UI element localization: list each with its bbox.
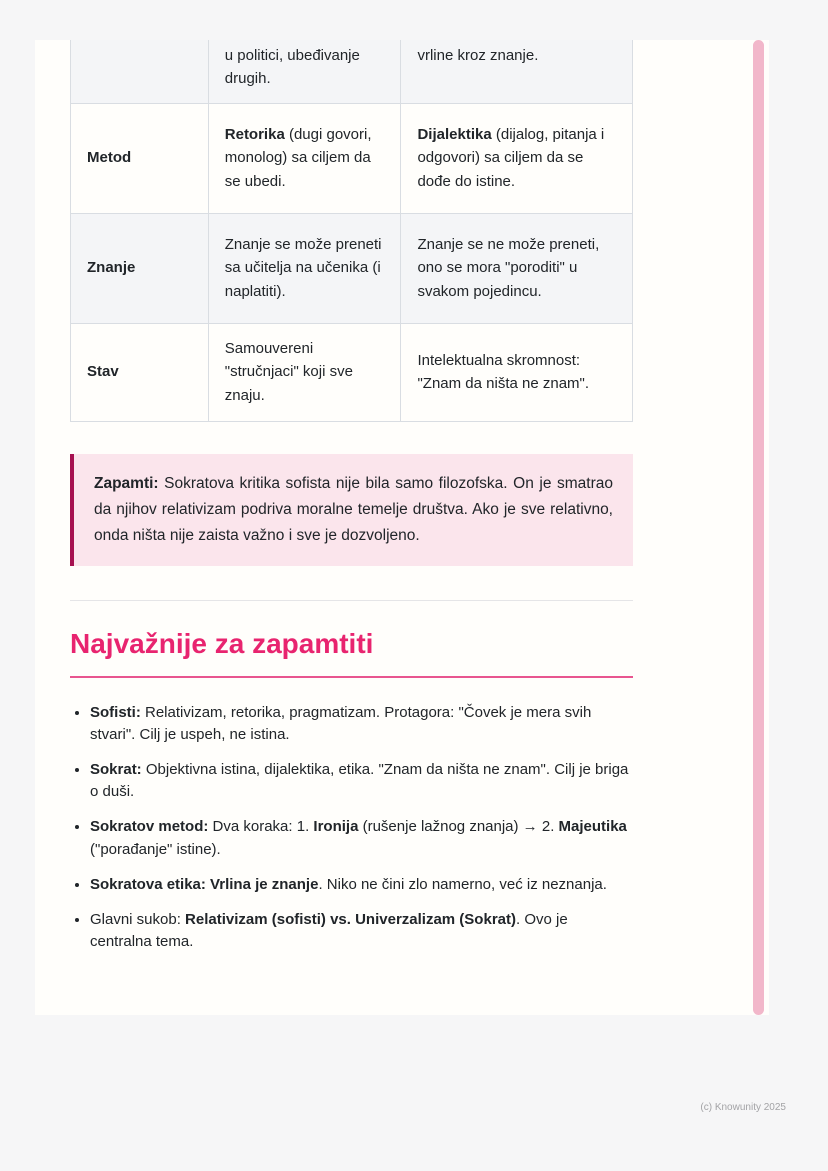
table-cell: Retorika (dugi govori, monolog) sa ciljem da se ubedi.: [208, 103, 401, 213]
content-divider: [70, 600, 633, 601]
table-row: [71, 40, 633, 103]
table-cell-label: [71, 40, 209, 103]
scrollbar-thumb[interactable]: [753, 40, 764, 1015]
key-points-list: [70, 702, 633, 954]
remember-callout: Zapamti: Sokratova kritika sofista nije bila samo filozofska. On je smatrao da njihov relativizam podriva moralne temelje društva. Ako je sve relativno, onda ništa nije zaista važno i sve je dozvoljeno.: [70, 454, 633, 566]
list-item: • Glavni sukob: Relativizam (sofisti) vs. Univerzalizam (Sokrat). Ovo je centralna tema.: [90, 909, 633, 953]
list-item: • Sofisti: Relativizam, retorika, pragmatizam. Protagora: "Čovek je mera svih stvari". Cilj je uspeh, ne istina.: [90, 702, 633, 746]
table-cell-label: Stav: [71, 323, 209, 421]
table-cell: vrline kroz znanje.: [401, 40, 633, 103]
table-row: [71, 103, 633, 213]
footer-copyright: (c) Knowunity 2025: [700, 1102, 786, 1113]
table-cell: Dijalektika (dijalog, pitanja i odgovori) sa ciljem da se dođe do istine.: [401, 103, 633, 213]
document-page: [35, 40, 769, 1015]
table-cell-label: Znanje: [71, 213, 209, 323]
comparison-table: [70, 40, 633, 422]
list-item: • Sokratov metod: Dva koraka: 1. Ironija (rušenje lažnog znanja) → 2. Majeutika ("porađanje" istine).: [90, 816, 633, 860]
table-cell: Znanje se ne može preneti, ono se mora "poroditi" u svakom pojedincu.: [401, 213, 633, 323]
table-cell: u politici, ubeđivanje drugih.: [208, 40, 401, 103]
table-row: [71, 213, 633, 323]
table-row: [71, 323, 633, 421]
section-heading: Najvažnije za zapamtiti: [70, 628, 633, 678]
table-cell: Znanje se može preneti sa učitelja na učenika (i naplatiti).: [208, 213, 401, 323]
list-item: • Sokratova etika: Vrlina je znanje. Niko ne čini zlo namerno, već iz neznanja.: [90, 874, 633, 896]
page-content: [70, 40, 633, 966]
table-cell: Intelektualna skromnost: "Znam da ništa ne znam".: [401, 323, 633, 421]
table-cell: Samouvereni "stručnjaci" koji sve znaju.: [208, 323, 401, 421]
list-item: • Sokrat: Objektivna istina, dijalektika, etika. "Znam da ništa ne znam". Cilj je briga o duši.: [90, 759, 633, 803]
table-cell-label: Metod: [71, 103, 209, 213]
